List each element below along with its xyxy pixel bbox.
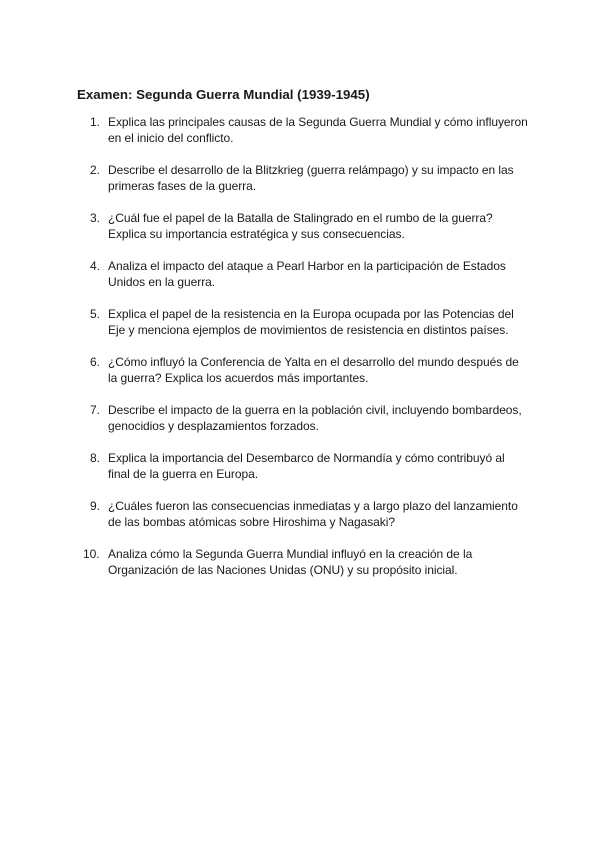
question-item: [0, 498, 528, 530]
question-text: Analiza cómo la Segunda Guerra Mundial influyó en la creación de la Organización de las Naciones Unidas (ONU) y su propósito inicial.: [108, 547, 473, 577]
exam-title: Examen: Segunda Guerra Mundial (1939-1945): [77, 87, 370, 102]
question-number: 10.: [83, 547, 100, 561]
question-text: Explica las principales causas de la Segunda Guerra Mundial y cómo influyeron en el inicio del conflicto.: [108, 115, 528, 145]
question-number: 1.: [90, 115, 100, 129]
question-item: [0, 354, 528, 386]
question-item: [0, 114, 528, 146]
question-number: 7.: [90, 403, 100, 417]
question-text: Describe el impacto de la guerra en la población civil, incluyendo bombardeos, genocidios y desplazamientos forzados.: [108, 403, 522, 433]
question-number: 6.: [90, 355, 100, 369]
question-text: ¿Cuáles fueron las consecuencias inmediatas y a largo plazo del lanzamiento de las bombas atómicas sobre Hiroshima y Nagasaki?: [108, 499, 518, 529]
question-text: Explica la importancia del Desembarco de Normandía y cómo contribuyó al final de la guerra en Europa.: [108, 451, 505, 481]
question-text: ¿Cómo influyó la Conferencia de Yalta en el desarrollo del mundo después de la guerra? Explica los acuerdos más importantes.: [108, 355, 519, 385]
question-list: [0, 114, 600, 594]
question-number: 9.: [90, 499, 100, 513]
question-item: [0, 258, 528, 290]
question-number: 3.: [90, 211, 100, 225]
question-item: [0, 546, 528, 578]
question-number: 4.: [90, 259, 100, 273]
question-item: [0, 450, 528, 482]
question-number: 2.: [90, 163, 100, 177]
question-item: [0, 306, 528, 338]
question-item: [0, 402, 528, 434]
question-text: ¿Cuál fue el papel de la Batalla de Stalingrado en el rumbo de la guerra? Explica su importancia estratégica y sus consecuencias.: [108, 211, 493, 241]
question-number: 5.: [90, 307, 100, 321]
question-text: Explica el papel de la resistencia en la Europa ocupada por las Potencias del Eje y menciona ejemplos de movimientos de resistencia en distintos países.: [108, 307, 514, 337]
question-item: [0, 210, 528, 242]
question-number: 8.: [90, 451, 100, 465]
question-text: Describe el desarrollo de la Blitzkrieg (guerra relámpago) y su impacto en las primeras fases de la guerra.: [108, 163, 514, 193]
question-text: Analiza el impacto del ataque a Pearl Harbor en la participación de Estados Unidos en la guerra.: [108, 259, 506, 289]
question-item: [0, 162, 528, 194]
